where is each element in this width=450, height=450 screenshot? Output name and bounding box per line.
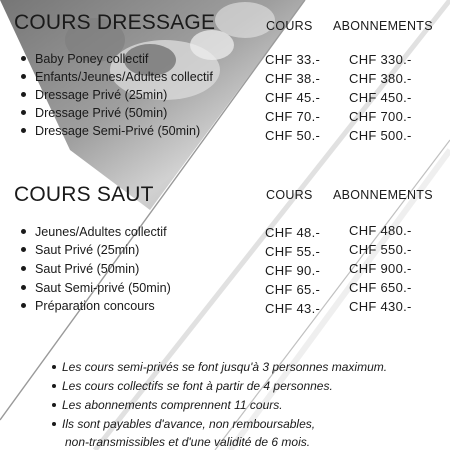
bullet-icon	[21, 92, 26, 97]
list-item	[21, 243, 139, 257]
price-abonnement: CHF 650.-	[349, 280, 412, 295]
bullet-icon	[52, 365, 56, 369]
price-cours: CHF 90.-	[265, 263, 321, 278]
price-abonnement: CHF 700.-	[349, 109, 412, 124]
note-item	[52, 417, 315, 431]
note-item	[52, 360, 387, 374]
bullet-icon	[21, 266, 26, 271]
saut-col-abonnements: ABONNEMENTS	[333, 188, 433, 202]
price-abonnement: CHF 500.-	[349, 128, 412, 143]
note-continuation: non-transmissibles et d'une validité de 6 mois.	[65, 435, 311, 449]
dressage-title: COURS DRESSAGE	[14, 11, 216, 34]
item-label: Saut Privé (25min)	[35, 243, 140, 257]
price-cours: CHF 70.-	[265, 109, 321, 124]
note-text: Les cours collectifs se font à partir de 4 personnes.	[62, 379, 333, 393]
price-abonnement: CHF 900.-	[349, 261, 412, 276]
item-label: Enfants/Jeunes/Adultes collectif	[35, 70, 213, 84]
note-text: Les cours semi-privés se font jusqu'à 3 personnes maximum.	[62, 360, 388, 374]
price-abonnement: CHF 330.-	[349, 52, 412, 67]
bullet-icon	[21, 74, 26, 79]
price-abonnement: CHF 480.-	[349, 223, 412, 238]
price-abonnement: CHF 380.-	[349, 71, 412, 86]
bullet-icon	[21, 110, 26, 115]
price-abonnement: CHF 430.-	[349, 299, 412, 314]
dressage-col-cours: COURS	[266, 19, 313, 33]
price-cours: CHF 65.-	[265, 282, 321, 297]
list-item	[21, 106, 167, 120]
price-abonnement: CHF 450.-	[349, 90, 412, 105]
saut-col-cours: COURS	[266, 188, 313, 202]
bullet-icon	[21, 229, 26, 234]
list-item	[21, 70, 213, 84]
item-label: Baby Poney collectif	[35, 52, 149, 66]
item-label: Dressage Privé (50min)	[35, 106, 168, 120]
price-cours: CHF 43.-	[265, 301, 321, 316]
bullet-icon	[21, 56, 26, 61]
list-item	[21, 299, 155, 313]
price-cours: CHF 55.-	[265, 244, 321, 259]
price-cours: CHF 38.-	[265, 71, 321, 86]
note-item	[52, 379, 333, 393]
saut-title: COURS SAUT	[14, 183, 154, 206]
bullet-icon	[52, 422, 56, 426]
list-item	[21, 52, 148, 66]
item-label: Dressage Privé (25min)	[35, 88, 168, 102]
dressage-col-abonnements: ABONNEMENTS	[333, 19, 433, 33]
list-item	[21, 225, 167, 239]
item-label: Saut Privé (50min)	[35, 262, 140, 276]
note-item	[52, 398, 283, 412]
price-abonnement: CHF 550.-	[349, 242, 412, 257]
item-label: Préparation concours	[35, 299, 155, 313]
list-item	[21, 281, 171, 295]
list-item	[21, 124, 200, 138]
bullet-icon	[21, 128, 26, 133]
note-text: Les abonnements comprennent 11 cours.	[62, 398, 283, 412]
item-label: Jeunes/Adultes collectif	[35, 225, 167, 239]
price-cours: CHF 45.-	[265, 90, 321, 105]
bullet-icon	[52, 384, 56, 388]
item-label: Dressage Semi-Privé (50min)	[35, 124, 201, 138]
price-cours: CHF 50.-	[265, 128, 321, 143]
price-cours: CHF 48.-	[265, 225, 321, 240]
note-text: Ils sont payables d'avance, non remboursables,	[62, 417, 316, 431]
list-item	[21, 262, 139, 276]
bullet-icon	[21, 285, 26, 290]
list-item	[21, 88, 167, 102]
bullet-icon	[52, 403, 56, 407]
item-label: Saut Semi-privé (50min)	[35, 281, 171, 295]
bullet-icon	[21, 303, 26, 308]
bullet-icon	[21, 247, 26, 252]
price-cours: CHF 33.-	[265, 52, 321, 67]
